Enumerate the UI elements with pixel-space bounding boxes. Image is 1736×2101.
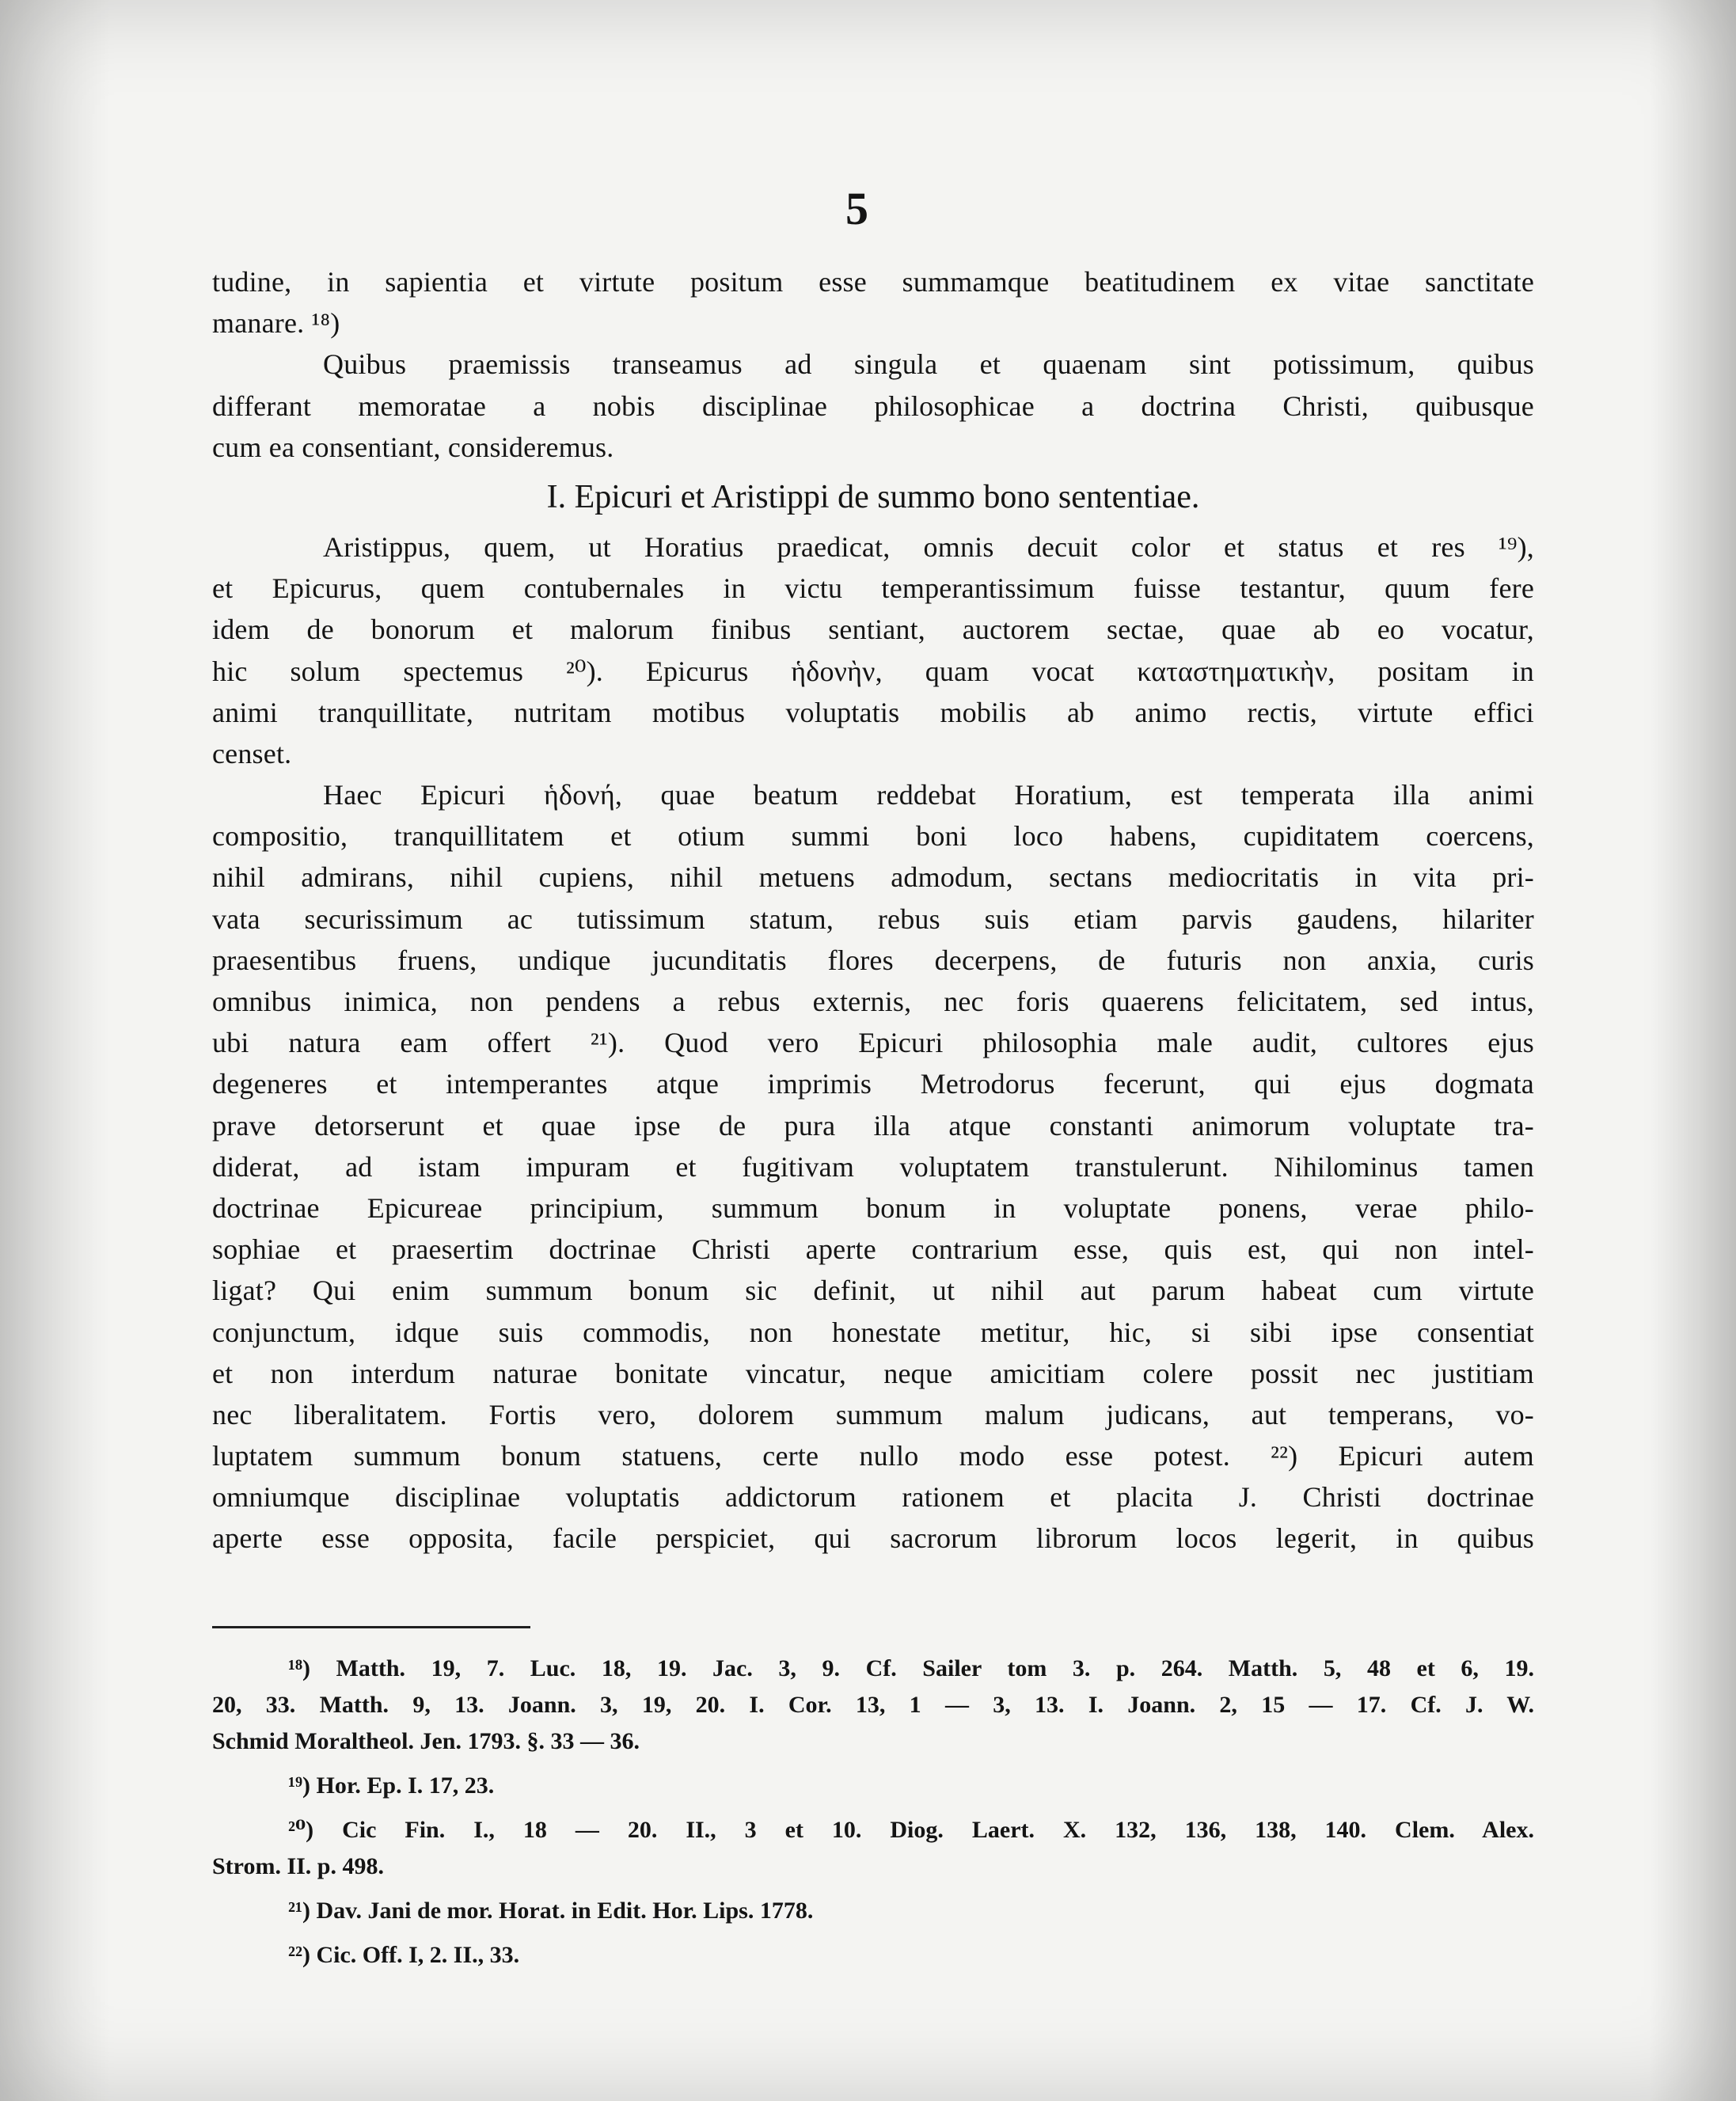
footnote-line: Strom. II. p. 498.: [212, 1853, 384, 1879]
text-line: ligat? Qui enim summum bonum sic definit, ut nihil aut parum habeat cum virtute: [212, 1275, 1534, 1307]
text-line: idem de bonorum et malorum finibus sentiant, auctorem sectae, quae ab eo vocatur,: [212, 614, 1534, 646]
text-line: degeneres et intemperantes atque imprimis Metrodorus fecerunt, qui ejus dogmata: [212, 1068, 1534, 1100]
text-line: Quibus praemissis transeamus ad singula et quaenam sint potissimum, quibus: [323, 348, 1534, 381]
text-line: nihil admirans, nihil cupiens, nihil metuens admodum, sectans mediocritatis in vita pri-: [212, 861, 1534, 894]
footnotes: [212, 1651, 1534, 1974]
text-line: manare. ¹⁸): [212, 307, 340, 340]
text-line: omnibus inimica, non pendens a rebus externis, nec foris quaerens felicitatem, sed intus,: [212, 986, 1534, 1017]
footnote-line: ¹⁹) Hor. Ep. I. 17, 23.: [288, 1772, 495, 1799]
text-line: omniumque disciplinae voluptatis addictorum rationem et placita J. Christi doctrinae: [212, 1481, 1534, 1514]
text-line: et Epicurus, quem contubernales in victu temperantissimum fuisse testantur, quum fere: [212, 572, 1534, 605]
footnote-rule: [212, 1626, 530, 1628]
body-paragraphs: [212, 526, 1534, 1560]
intro-paragraphs: [212, 261, 1534, 468]
footnote-line: ²²) Cic. Off. I, 2. II., 33.: [288, 1942, 520, 1968]
footnote-line: 20, 33. Matth. 9, 13. Joann. 3, 19, 20. I. Cor. 13, 1 — 3, 13. I. Joann. 2, 15 — 17. Cf. J. W.: [212, 1692, 1534, 1718]
text-line: aperte esse opposita, facile perspiciet, qui sacrorum librorum locos legerit, in quibus: [212, 1522, 1534, 1555]
text-line: prave detorserunt et quae ipse de pura illa atque constanti animorum voluptate tra-: [212, 1109, 1534, 1142]
text-line: censet.: [212, 737, 292, 769]
footnote-gap: [212, 1760, 1534, 1768]
page-number: 5: [845, 183, 868, 234]
text-line: cum ea consentiant, consideremus.: [212, 431, 614, 463]
section-heading: I. Epicuri et Aristippi de summo bono sententiae.: [546, 478, 1200, 515]
page-gutter-shadow: [0, 0, 111, 2101]
text-line: diderat, ad istam impuram et fugitivam voluptatem transtulerunt. Nihilominus tamen: [212, 1150, 1534, 1183]
text-line: ubi natura eam offert ²¹). Quod vero Epicuri philosophia male audit, cultores ejus: [212, 1027, 1534, 1059]
text-line: praesentibus fruens, undique jucunditatis flores decerpens, de futuris non anxia, curis: [212, 944, 1534, 976]
footnote-gap: [212, 1929, 1534, 1937]
footnote-line: Schmid Moraltheol. Jen. 1793. §. 33 — 36.: [212, 1728, 640, 1754]
footnote-line: ¹⁸) Matth. 19, 7. Luc. 18, 19. Jac. 3, 9. Cf. Sailer tom 3. p. 264. Matth. 5, 48 et 6, 19.: [288, 1655, 1534, 1681]
text-line: Aristippus, quem, ut Horatius praedicat, omnis decuit color et status et res ¹⁹),: [323, 530, 1534, 563]
text-line: animi tranquillitate, nutritam motibus voluptatis mobilis ab animo rectis, virtute effici: [212, 696, 1534, 728]
text-line: Haec Epicuri ἡδονή, quae beatum reddebat Horatium, est temperata illa animi: [323, 779, 1534, 811]
text-line: compositio, tranquillitatem et otium summi boni loco habens, cupiditatem coercens,: [212, 820, 1534, 853]
text-line: conjunctum, idque suis commodis, non honestate metitur, hic, si sibi ipse consentiat: [212, 1316, 1534, 1348]
footnote-line: ²¹) Dav. Jani de mor. Horat. in Edit. Hor. Lips. 1778.: [288, 1898, 814, 1924]
footnote-gap: [212, 1804, 1534, 1812]
main-text: [212, 261, 1534, 1560]
text-line: doctrinae Epicureae principium, summum bonum in voluptate ponens, verae philo-: [212, 1191, 1534, 1224]
footnote-line: ²⁰) Cic Fin. I., 18 — 20. II., 3 et 10. Diog. Laert. X. 132, 136, 138, 140. Clem. Alex.: [288, 1817, 1534, 1843]
text-line: luptatem summum bonum statuens, certe nullo modo esse potest. ²²) Epicuri autem: [212, 1440, 1534, 1472]
text-line: hic solum spectemus ²⁰). Epicurus ἡδονὴν, quam vocat καταστηματικὴν, positam in: [212, 655, 1534, 687]
text-line: tudine, in sapientia et virtute positum esse summamque beatitudinem ex vitae sanctitate: [212, 266, 1534, 298]
text-line: nec liberalitatem. Fortis vero, dolorem summum malum judicans, aut temperans, vo-: [212, 1398, 1534, 1430]
text-line: vata securissimum ac tutissimum statum, rebus suis etiam parvis gaudens, hilariter: [212, 902, 1534, 935]
footnote-gap: [212, 1885, 1534, 1893]
page-edge-shadow: [1649, 0, 1736, 2101]
text-line: sophiae et praesertim doctrinae Christi aperte contrarium esse, quis est, qui non intel-: [212, 1233, 1534, 1266]
text-line: differant memoratae a nobis disciplinae philosophicae a doctrina Christi, quibusque: [212, 389, 1534, 422]
text-line: et non interdum naturae bonitate vincatur, neque amicitiam colere possit nec justitiam: [212, 1357, 1534, 1389]
